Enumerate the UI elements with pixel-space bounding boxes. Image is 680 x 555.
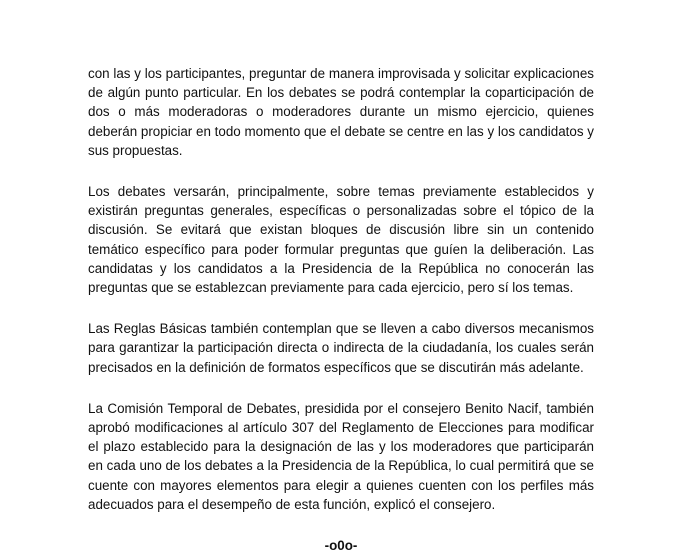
paragraph-commission-modifications: La Comisión Temporal de Debates, presidida por el consejero Benito Nacif, también aprobó modificaciones al artículo 307 del Reglamento de Elecciones para modificar el plazo establecido para la designación de las y los moderadores que participarán en cada uno de los debates a la Presidencia de la República, lo cual permitirá que se cuente con mayores elementos para elegir a quienes cuenten con los perfiles más adecuados para el desempeño de esta función, explicó el consejero. [88,400,594,512]
paragraph-moderation: con las y los participantes, preguntar de manera improvisada y solicitar explicaciones de algún punto particular. En los debates se podrá contemplar la coparticipación de dos o más moderadoras o moderadores durante un mismo ejercicio, quienes deberán propiciar en todo momento que el debate se centre en las y los candidatos y sus propuestas. [88,66,594,158]
paragraph-citizen-participation: Las Reglas Básicas también contemplan que se lleven a cabo diversos mecanismos para garantizar la participación directa o indirecta de la ciudadanía, los cuales serán precisados en la definición de formatos específicos que se discutirán más adelante. [88,321,594,375]
document-body [88,64,594,555]
closing-mark: -o0o- [324,538,358,554]
paragraph-debate-topics: Los debates versarán, principalmente, sobre temas previamente establecidos y existirán preguntas generales, específicas o personalizadas sobre el tópico de la discusión. Se evitará que existan bloques de discusión libre sin un contenido temático específico para poder formular preguntas que guíen la deliberación. Las candidatas y los candidatos a la Presidencia de la República no conocerán las preguntas que se establezcan previamente para cada ejercicio, pero sí los temas. [88,184,594,296]
